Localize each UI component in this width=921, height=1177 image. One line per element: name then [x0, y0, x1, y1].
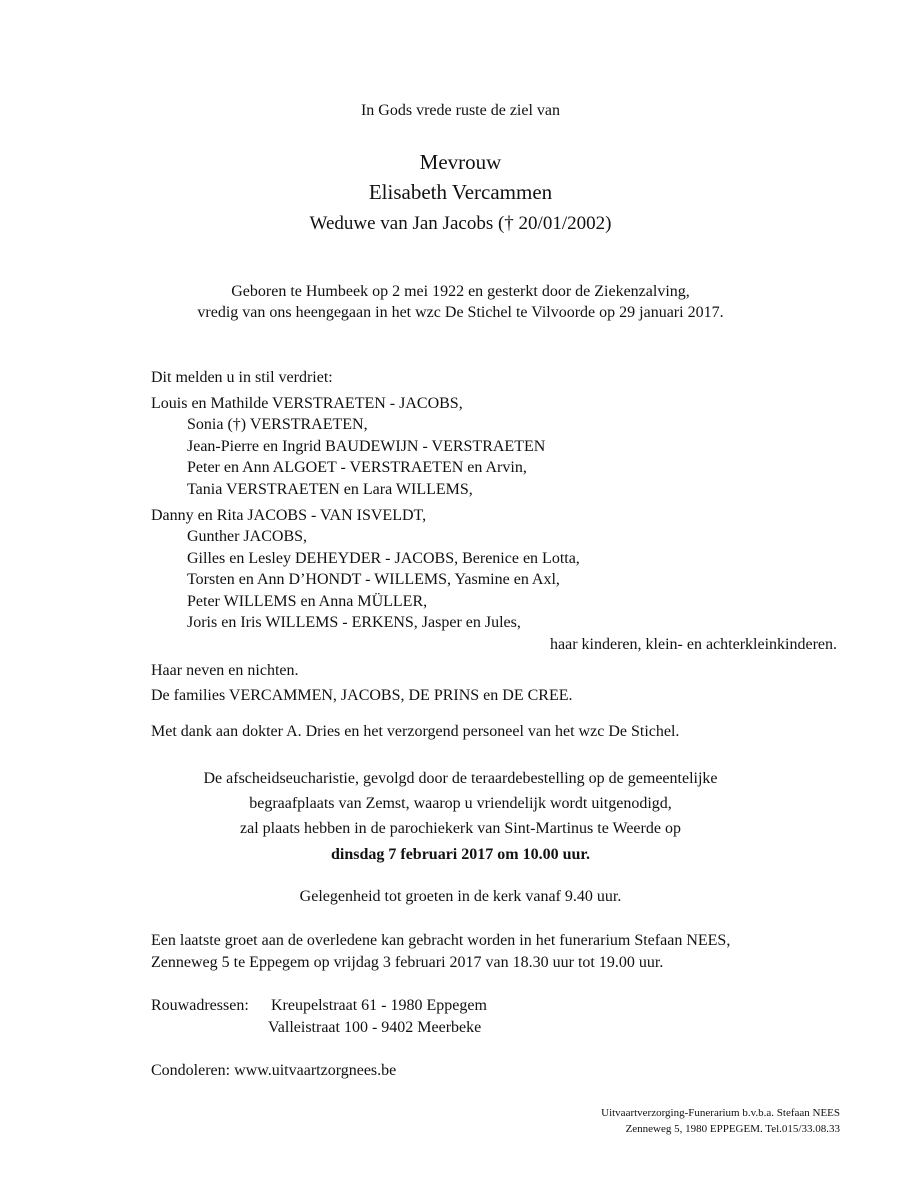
birth-line: Geboren te Humbeek op 2 mei 1922 en gesterkt door de Ziekenzalving,: [231, 283, 690, 300]
family-member: Peter WILLEMS en Anna MÜLLER,: [187, 593, 428, 610]
family-relation: haar kinderen, klein- en achterkleinkinderen.: [550, 636, 837, 653]
family-member: Jean-Pierre en Ingrid BAUDEWIJN - VERSTRAETEN: [187, 438, 546, 455]
ceremony-line: zal plaats hebben in de parochiekerk van Sint-Martinus te Weerde op: [240, 820, 681, 837]
family-member: Gunther JACOBS,: [187, 528, 308, 545]
title-line: Mevrouw: [419, 150, 502, 174]
family-branch1-head: Louis en Mathilde VERSTRAETEN - JACOBS,: [151, 395, 463, 412]
family-member: Gilles en Lesley DEHEYDER - JACOBS, Berenice en Lotta,: [187, 550, 580, 567]
family-member: Sonia (†) VERSTRAETEN,: [187, 416, 368, 433]
death-line: vredig van ons heengegaan in het wzc De Stichel te Vilvoorde op 29 januari 2017.: [197, 304, 724, 321]
greeting-line: Gelegenheid tot groeten in de kerk vanaf 9.40 uur.: [299, 888, 622, 905]
family-member: Joris en Iris WILLEMS - ERKENS, Jasper en Jules,: [187, 614, 521, 631]
addresses-label: Rouwadressen:: [151, 997, 249, 1014]
footer-company: Uitvaartverzorging-Funerarium b.v.b.a. Stefaan NEES: [601, 1107, 840, 1119]
family-announce: Dit melden u in stil verdriet:: [151, 369, 333, 386]
deceased-name: Elisabeth Vercammen: [368, 180, 553, 204]
viewing-line: Een laatste groet aan de overledene kan gebracht worden in het funerarium Stefaan NEES,: [151, 932, 731, 949]
thanks-line: Met dank aan dokter A. Dries en het verzorgend personeel van het wzc De Stichel.: [151, 723, 680, 740]
ceremony-line: De afscheidseucharistie, gevolgd door de teraardebestelling op de gemeentelijke: [203, 770, 718, 787]
ceremony-date: dinsdag 7 februari 2017 om 10.00 uur.: [331, 846, 590, 863]
intro-line: In Gods vrede ruste de ziel van: [360, 102, 561, 119]
family-branch2-head: Danny en Rita JACOBS - VAN ISVELDT,: [151, 507, 427, 524]
families-line: De families VERCAMMEN, JACOBS, DE PRINS en DE CREE.: [151, 687, 573, 704]
address-1: Kreupelstraat 61 - 1980 Eppegem: [271, 997, 487, 1014]
condolences-line: Condoleren: www.uitvaartzorgnees.be: [151, 1062, 397, 1079]
footer-address: Zenneweg 5, 1980 EPPEGEM. Tel.015/33.08.33: [625, 1123, 840, 1135]
family-member: Peter en Ann ALGOET - VERSTRAETEN en Arvin,: [187, 459, 527, 476]
ceremony-line: begraafplaats van Zemst, waarop u vriendelijk wordt uitgenodigd,: [249, 795, 672, 812]
address-2: Valleistraat 100 - 9402 Meerbeke: [268, 1019, 482, 1036]
nephews-line: Haar neven en nichten.: [151, 662, 299, 679]
family-member: Torsten en Ann D’HONDT - WILLEMS, Yasmine en Axl,: [187, 571, 560, 588]
family-member: Tania VERSTRAETEN en Lara WILLEMS,: [187, 481, 473, 498]
widow-line: Weduwe van Jan Jacobs († 20/01/2002): [309, 213, 612, 234]
viewing-line: Zenneweg 5 te Eppegem op vrijdag 3 februari 2017 van 18.30 uur tot 19.00 uur.: [151, 954, 664, 971]
